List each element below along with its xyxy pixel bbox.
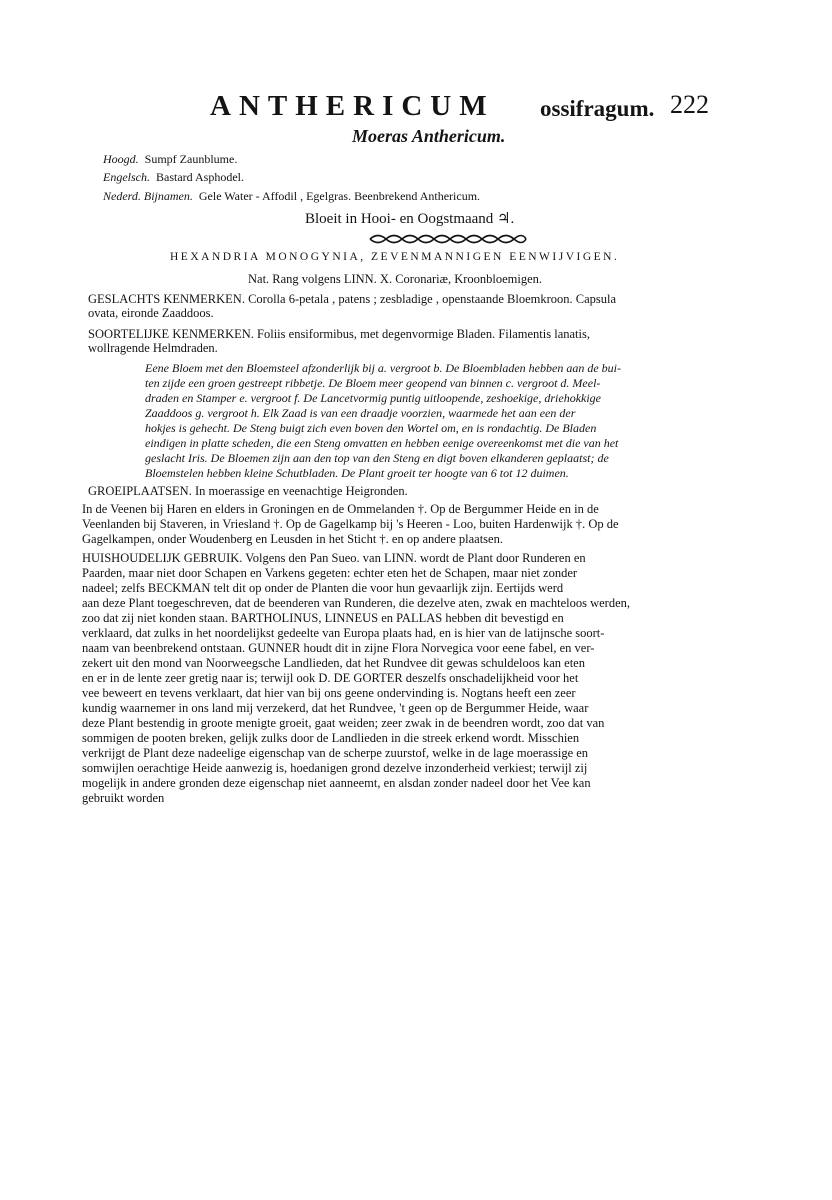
name-label: Nederd. Bijnamen. [103,189,193,203]
name-label: Engelsch. [103,170,150,184]
huishoudelijk-line: nadeel; zelfs BECKMAN telt dit op onder de Planten die voor hun gevaarlijk zijn. Eertijds werd [82,581,564,595]
geslachts-line: ovata, eironde Zaaddoos. [88,306,214,320]
huishoudelijk-line: somwijlen oerachtige Heide aanwezig is, hoedanigen grond dezelve inzonderheid verkiest; terwijl zij [82,761,588,775]
classification-nat-rang: Nat. Rang volgens LINN. X. Coronariæ, Kroonbloemigen. [248,272,543,286]
huishoudelijk-line: kundig waarnemer in ons land mij verzekerd, dat het Rundvee, 't geen op de Bergummer Heide, waar [82,701,589,715]
groeiplaatsen-heading: GROEIPLAATSEN. In moerassige en veenachtige Heigronden. [88,484,408,498]
bloom-period: Bloeit in Hooi- en Oogstmaand ♃. [305,211,515,227]
huishoudelijk-line: HUISHOUDELIJK GEBRUIK. Volgens den Pan Sueo. van LINN. wordt de Plant door Runderen en [82,551,586,565]
location-line: In de Veenen bij Haren en elders in Groningen en de Ommelanden †. Op de Bergummer Heide en in de [82,502,599,516]
description-line: Bloemstelen hebben kleine Schutbladen. De Plant groeit ter hoogte van 6 tot 12 duimen. [145,466,569,480]
name-value: Bastard Asphodel. [156,170,244,184]
genus-title: ANTHERICUM [210,90,495,122]
name-value: Sumpf Zaunblume. [144,152,238,166]
soortelijke-line: SOORTELIJKE KENMERKEN. Foliis ensiformibus, met degenvormige Bladen. Filamentis lanatis, [88,327,590,341]
huishoudelijk-line: verkrijgt de Plant deze nadeelige eigenschap van de scherpe zuurstof, welke in de lage moerassige en [82,746,589,760]
classification-hexandria: HEXANDRIA MONOGYNIA, ZEVENMANNIGEN EENWIJVIGEN. [170,251,620,263]
huishoudelijk-line: en er in de lente zeer gretig naar is; terwijl ook D. DE GORTER deszelfs onschadelijkheid voor het [82,671,579,685]
huishoudelijk-line: zekert uit den mond van Noorweegsche Landlieden, dat het Rundvee dit gewas schuldeloos kan eten [82,656,585,670]
description-line: hokjes is gehecht. De Steng buigt zich even boven den Wortel om, en is rondachtig. De Bladen [145,421,597,435]
description-line: eindigen in platte scheden, die een Steng omvatten en hebben eenige overeenkomst met die van het [145,436,619,450]
title-row [210,90,730,126]
ornament-divider [368,232,528,246]
huishoudelijk-line: aan deze Plant toegeschreven, dat de beenderen van Runderen, die dezelve aten, zwak en machteloos werden, [82,596,631,610]
huishoudelijk-line: deze Plant bestendig in groote menigte groeit, gaat weiden; zeer zwak in de beendren wordt, zoo dat van [82,716,605,730]
description-line: geslacht Iris. De Bloemen zijn aan den top van den Steng en digt boven elkanderen geplaatst; de [145,451,609,465]
huishoudelijk-line: sommigen de pooten breken, gelijk zulks door de Landlieden in die streek erkend wordt. Misschien [82,731,580,745]
description-line: ten zijde een groen gestreept ribbetje. De Bloem meer geopend van binnen c. vergroot d. Meel- [145,376,601,390]
location-line: Gagelkampen, onder Woudenberg en Leusden in het Sticht †. en op andere plaatsen. [82,532,503,546]
name-hoogd [103,152,237,167]
geslachts-line: GESLACHTS KENMERKEN. Corolla 6-petala , patens ; zesbladige , openstaande Bloemkroon. Capsula [88,292,617,306]
description-line: Zaaddoos g. vergroot h. Elk Zaad is van een draadje voorzien, waarmede het aan een der [145,406,576,420]
name-label: Hoogd. [103,152,139,166]
huishoudelijk-line: naam van beenbrekend ontstaan. GUNNER houdt dit in zijne Flora Norvegica voor eene fabel, en ver- [82,641,595,655]
description-line: Eene Bloem met den Bloemsteel afzonderlijk bij a. vergroot b. De Bloembladen hebben aan de bui- [145,361,621,375]
description-line: draden en Stamper e. vergroot f. De Lancetvormig puntig uitloopende, zeshoekige, driehokkige [145,391,602,405]
huishoudelijk-line: mogelijk in andere gronden deze eigenschap niet aanneemt, en alsdan zonder nadeel door het Vee kan [82,776,591,790]
huishoudelijk-line: Paarden, maar niet door Schapen en Varkens gegeten: echter eten het de Schapen, maar niet zonder [82,566,578,580]
name-nederd [103,189,480,204]
name-engelsch [103,170,244,185]
huishoudelijk-line: verklaard, dat zulks in het noordelijkst gedeelte van Europa plaats had, en is hier van de latijnsche soort- [82,626,605,640]
species-name: ossifragum. [540,96,655,121]
huishoudelijk-line: gebruikt worden [82,791,165,805]
huishoudelijk-line: vee beweert en tevens verklaart, dat hier van bij ons geene ondervinding is. Nogtans heeft een zeer [82,686,576,700]
soortelijke-line: wollragende Helmdraden. [88,341,218,355]
name-value: Gele Water - Affodil , Egelgras. Beenbrekend Anthericum. [198,189,481,203]
dutch-name: Moeras Anthericum. [352,126,506,146]
page-number: 222 [670,90,709,119]
huishoudelijk-line: zoo dat zij niet konden staan. BARTHOLINUS, LINNEUS en PALLAS hebben dit bevestigd en [82,611,564,625]
location-line: Veenlanden bij Staveren, in Vriesland †. Op de Gagelkamp bij 's Heeren - Loo, buiten Hardenwijk †. Op de [82,517,619,531]
